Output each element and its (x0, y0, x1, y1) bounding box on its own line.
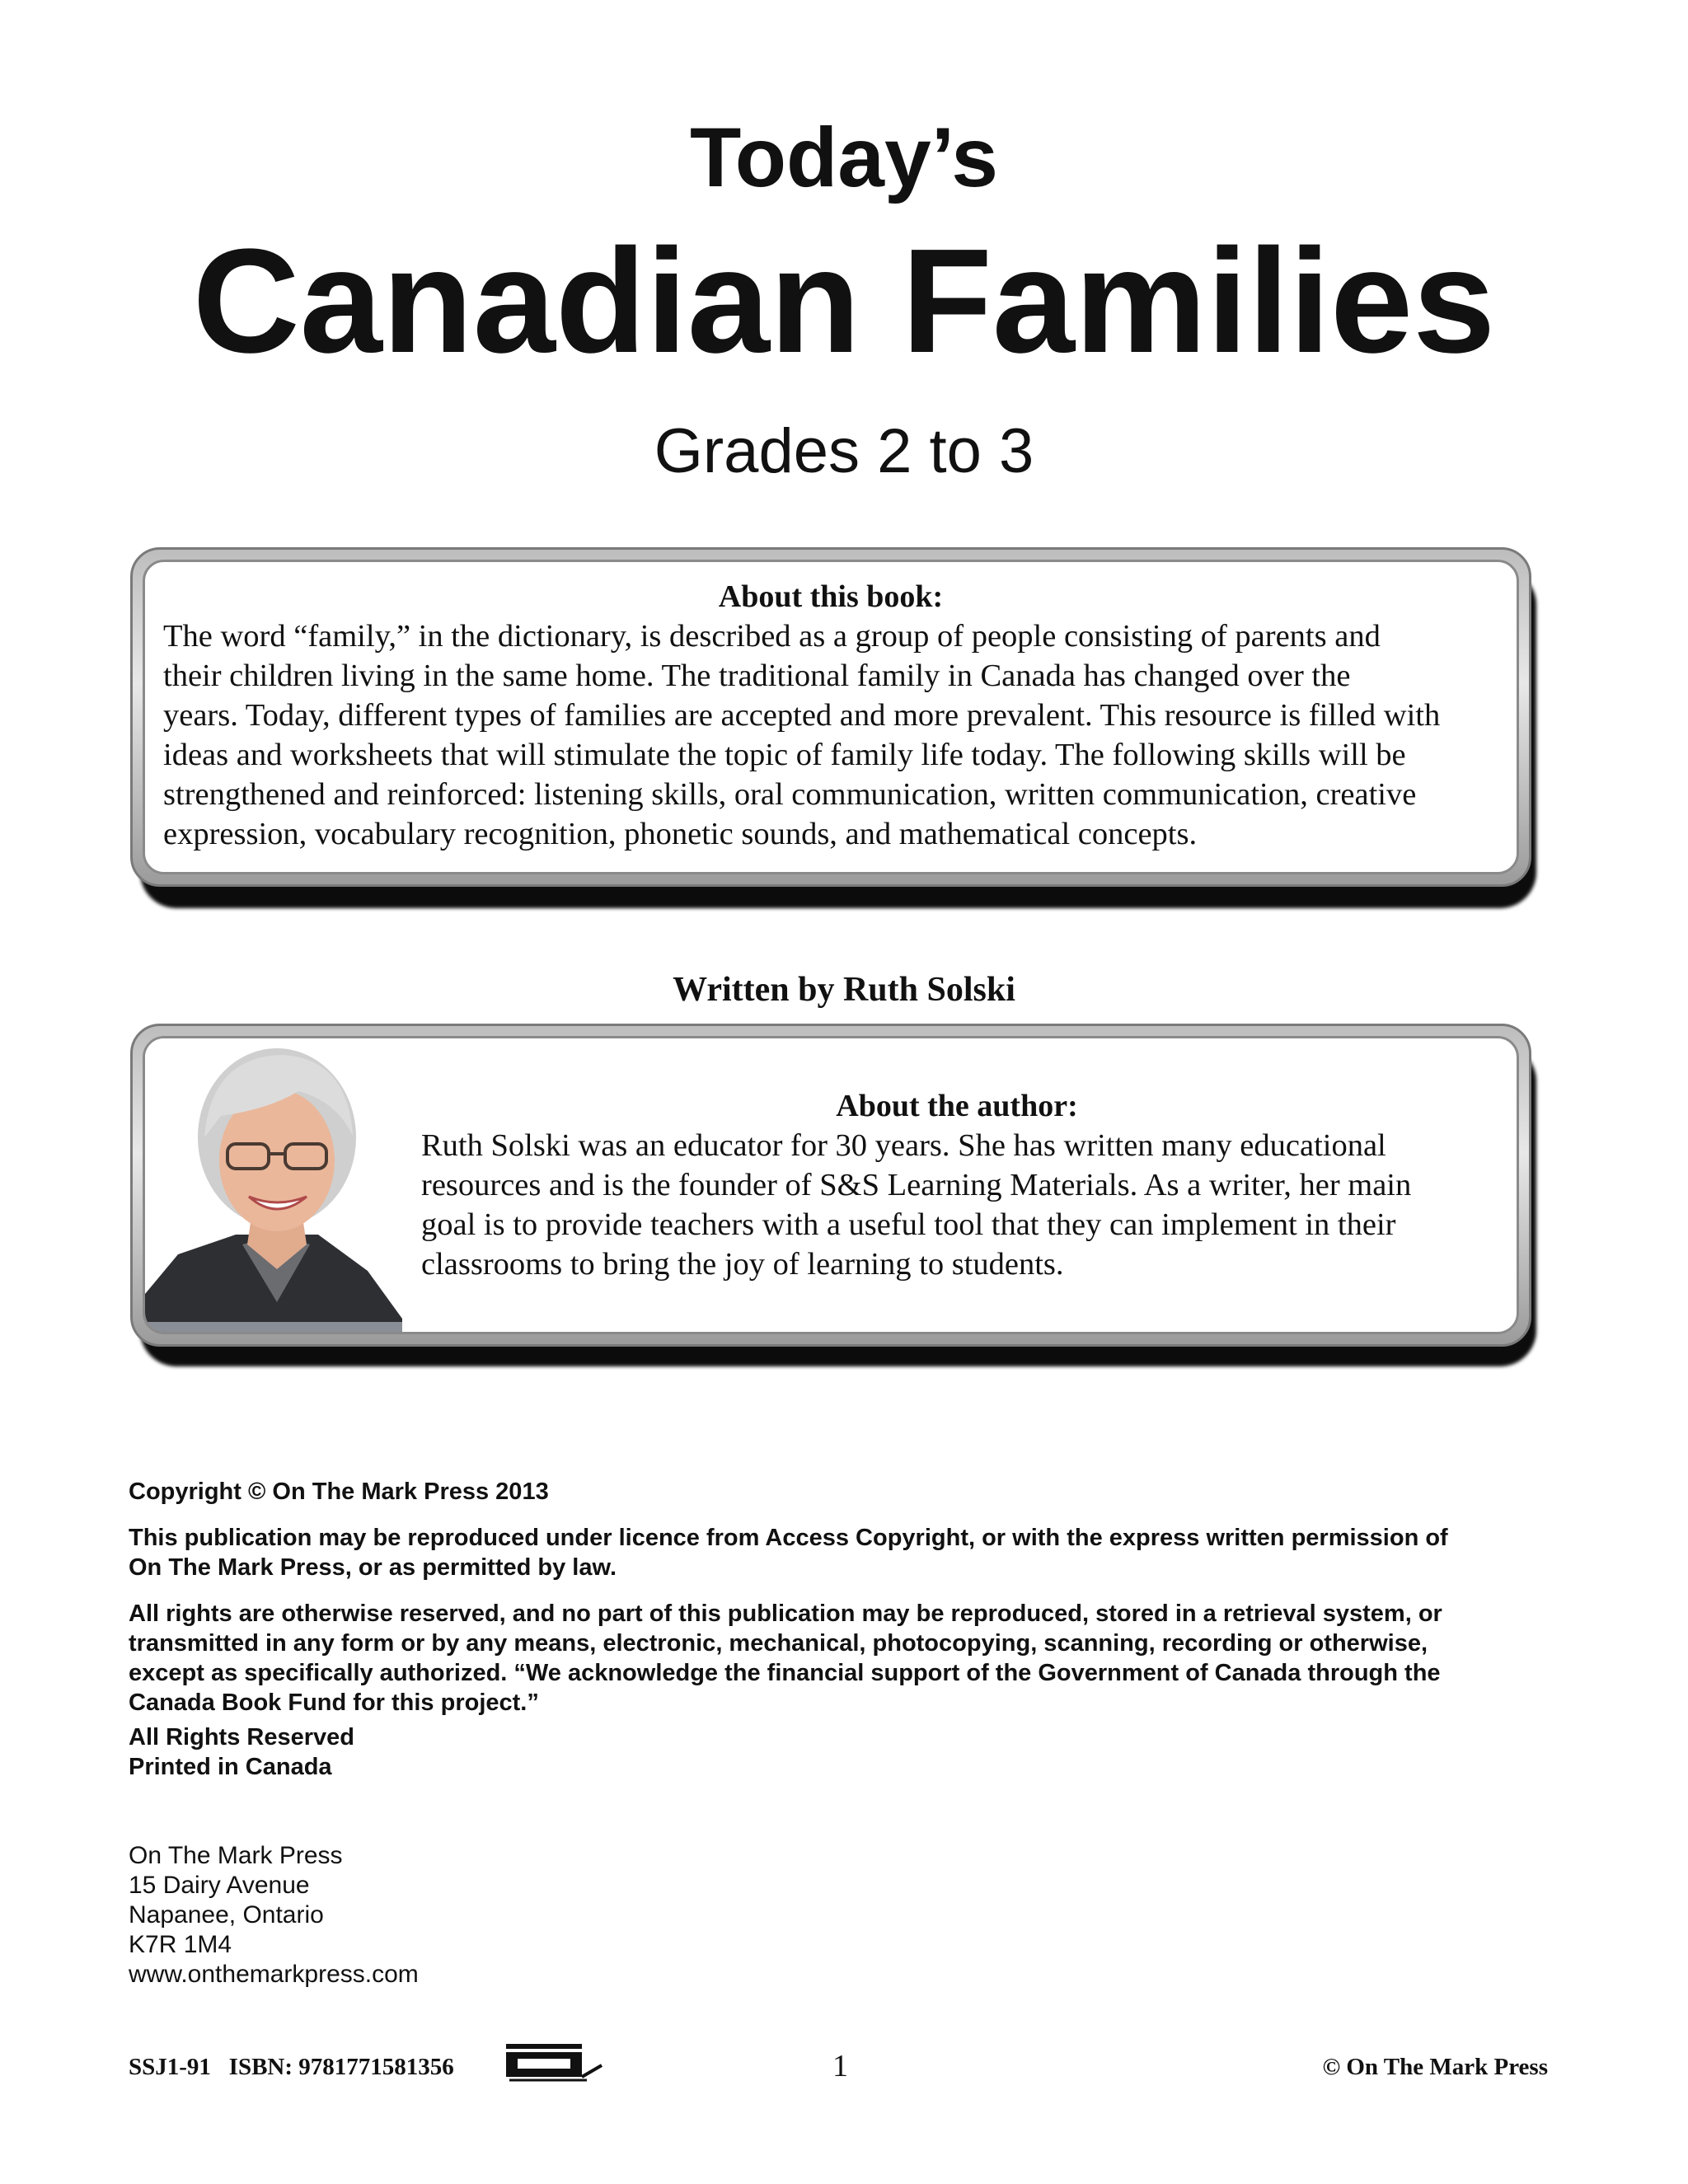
about-book-line: years. Today, different types of families are accepted and more prevalent. This resource is filled with (163, 697, 1441, 733)
main-title: Canadian Families (192, 218, 1496, 384)
address-city: Napanee, Ontario (129, 1901, 324, 1929)
about-book-line: ideas and worksheets that will stimulate the topic of family life today. The following skills will be (163, 737, 1406, 772)
rights-line: except as specifically authorized. “We acknowledge the financial support of the Government of Canada through the (129, 1660, 1441, 1686)
about-author-text (421, 1126, 1493, 1284)
about-author-content (421, 1088, 1493, 1284)
about-author-line: classrooms to bring the joy of learning to students. (421, 1246, 1064, 1282)
about-author-line: Ruth Solski was an educator for 30 years. She has written many educational (421, 1127, 1386, 1163)
about-book-heading: About this book: (718, 579, 944, 614)
licence-line: On The Mark Press, or as permitted by law. (129, 1554, 617, 1581)
about-book-text (163, 616, 1517, 854)
rights-line: Canada Book Fund for this project.” (129, 1690, 539, 1716)
author-photo (145, 1038, 402, 1333)
footer-publisher: © On The Mark Press (1322, 2054, 1548, 2080)
about-book-line: strengthened and reinforced: listening skills, oral communication, written communication, creative (163, 776, 1417, 812)
grades-subtitle: Grades 2 to 3 (654, 416, 1034, 486)
about-book-line: their children living in the same home. The traditional family in Canada has changed over the (163, 658, 1351, 693)
address-postal: K7R 1M4 (129, 1931, 232, 1958)
printed-in: Printed in Canada (129, 1754, 332, 1780)
rights-reserved-block (129, 1722, 1554, 1782)
rights-paragraph (129, 1599, 1554, 1718)
about-book-line: The word “family,” in the dictionary, is described as a group of people consisting of parents and (163, 618, 1381, 654)
about-author-box (130, 1024, 1531, 1347)
author-byline: Written by Ruth Solski (673, 971, 1015, 1009)
publisher-address (129, 1841, 419, 1990)
about-author-panel (143, 1036, 1519, 1334)
address-website[interactable]: www.onthemarkpress.com (129, 1961, 419, 1988)
about-author-line: resources and is the founder of S&S Learning Materials. As a writer, her main (421, 1167, 1412, 1202)
about-author-heading: About the author: (836, 1089, 1078, 1123)
licence-paragraph (129, 1523, 1554, 1582)
address-street: 15 Dairy Avenue (129, 1872, 310, 1899)
page-number: 1 (832, 2049, 848, 2083)
rights-line: All rights are otherwise reserved, and no part of this publication may be reproduced, stored in a retrieval system, or (129, 1601, 1442, 1627)
about-author-line: goal is to provide teachers with a useful tool that they can implement in their (421, 1207, 1396, 1242)
about-book-box (130, 547, 1531, 887)
title-line-1: Today’s (689, 110, 999, 204)
about-book-panel (143, 560, 1519, 874)
licence-line: This publication may be reproduced under licence from Access Copyright, or with the express written permission of (129, 1525, 1448, 1551)
address-name: On The Mark Press (129, 1842, 343, 1869)
about-book-line: expression, vocabulary recognition, phonetic sounds, and mathematical concepts. (163, 816, 1198, 851)
rights-reserved: All Rights Reserved (129, 1724, 354, 1750)
footer-code-isbn: SSJ1-91 ISBN: 9781771581356 (129, 2054, 454, 2080)
photocopier-icon (504, 2041, 603, 2082)
copyright-line: Copyright © On The Mark Press 2013 (129, 1479, 549, 1505)
rights-line: transmitted in any form or by any means, electronic, mechanical, photocopying, scanning, recording or otherwise, (129, 1630, 1428, 1657)
